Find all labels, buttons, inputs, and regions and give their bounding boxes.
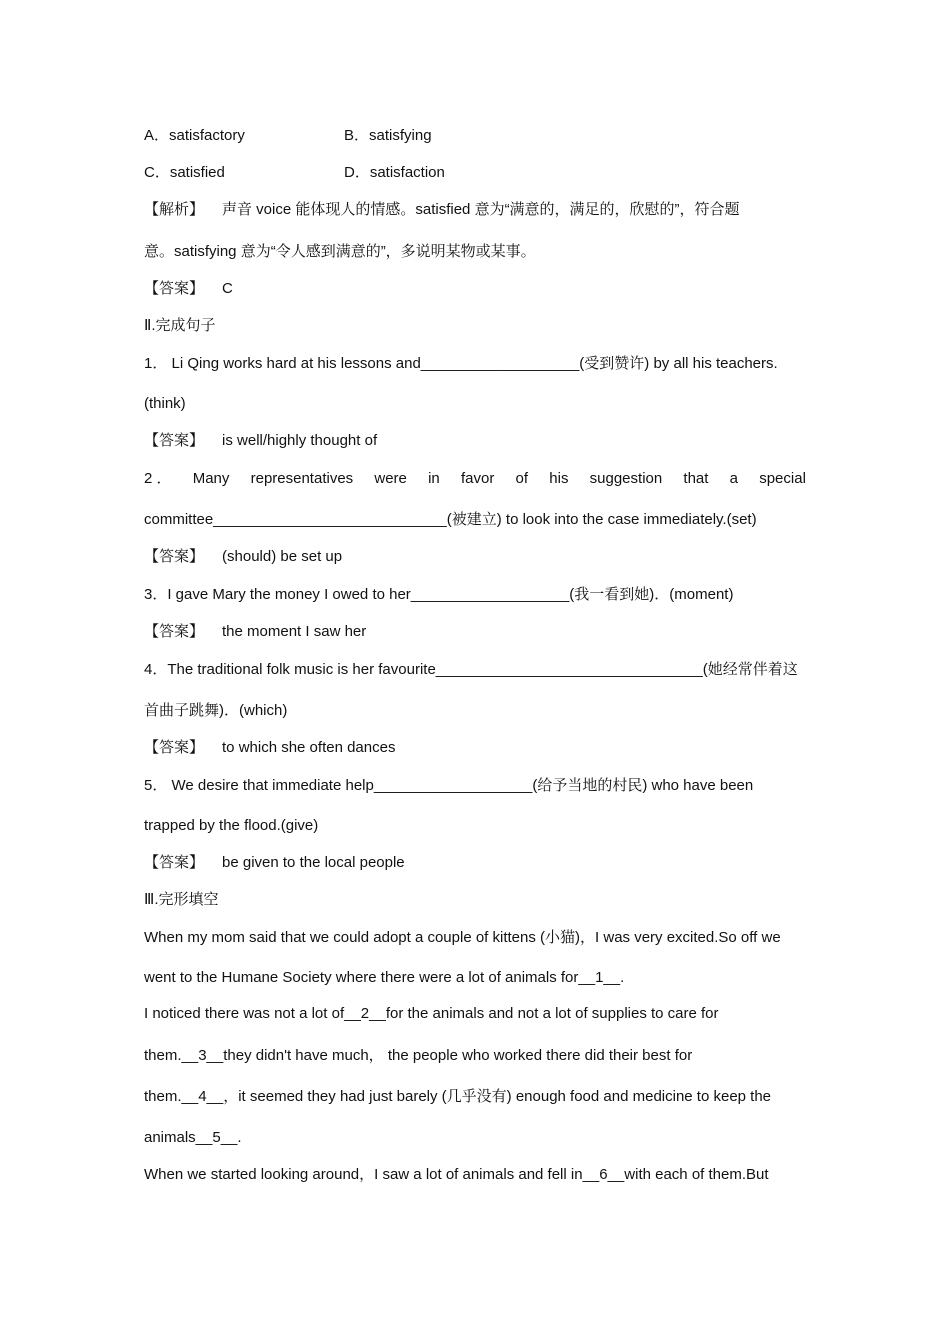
passage-p3-line-1: When we started looking around，I saw a lot of animals and fell in__6__with each of them.But bbox=[144, 1166, 769, 1183]
answer-label: 【答案】 bbox=[144, 623, 205, 640]
analysis-text-1: 声音 voice 能体现人的情感。satisfied 意为“满意的，满足的，欣慰的”，符合题 bbox=[222, 201, 740, 218]
answer-label: 【答案】 bbox=[144, 548, 205, 565]
answer-q2 bbox=[144, 547, 806, 567]
passage-p2-line-1: I noticed there was not a lot of__2__for the animals and not a lot of supplies to care for bbox=[144, 1005, 719, 1022]
analysis-line-2: 意。satisfying 意为“令人感到满意的”，多说明某物或某事。 bbox=[144, 243, 536, 260]
q1-line-2: (think) bbox=[144, 395, 186, 412]
answer-text: C bbox=[222, 280, 233, 297]
option-d: D．satisfaction bbox=[344, 164, 445, 181]
q2-word: of bbox=[515, 470, 529, 487]
answer-text: to which she often dances bbox=[222, 739, 396, 756]
analysis-label: 【解析】 bbox=[144, 201, 205, 218]
section-3-title: Ⅲ.完形填空 bbox=[144, 891, 219, 908]
answer-label: 【答案】 bbox=[144, 280, 205, 297]
analysis-line-1 bbox=[144, 200, 806, 220]
answer-text: be given to the local people bbox=[222, 854, 405, 871]
option-b: B．satisfying bbox=[344, 127, 432, 144]
passage-p2-line-3: them.__4__，it seemed they had just barely (几乎没有) enough food and medicine to keep the bbox=[144, 1088, 772, 1105]
q2-word: representatives bbox=[250, 470, 354, 487]
answer-q1 bbox=[144, 431, 806, 451]
passage-p2-line-2: them.__3__they didn't have much， the people who worked there did their best for bbox=[144, 1047, 693, 1064]
q2-word: a bbox=[729, 470, 738, 487]
answer-q0 bbox=[144, 279, 806, 299]
answer-q4 bbox=[144, 738, 806, 758]
answer-q3 bbox=[144, 622, 806, 642]
q2-word: 2 ． bbox=[144, 470, 172, 487]
passage-p1-line-1: When my mom said that we could adopt a couple of kittens (小猫)，I was very excited.So off we bbox=[144, 929, 781, 946]
q2-word: in bbox=[428, 470, 440, 487]
option-c: C．satisfied bbox=[144, 164, 225, 181]
q2-word: his bbox=[549, 470, 569, 487]
answer-label: 【答案】 bbox=[144, 854, 205, 871]
q2-word: were bbox=[374, 470, 407, 487]
q1-line-1: 1． Li Qing works hard at his lessons and___________________(受到赞许) by all his teachers. bbox=[144, 355, 778, 372]
answer-label: 【答案】 bbox=[144, 432, 205, 449]
q5-line-1: 5． We desire that immediate help___________________(给予当地的村民) who have been bbox=[144, 777, 754, 794]
q4-line-2: 首曲子跳舞)．(which) bbox=[144, 702, 288, 719]
q4-line-1: 4．The traditional folk music is her favourite________________________________(她经常伴着这 bbox=[144, 661, 798, 678]
q2-line-2: committee____________________________(被建立) to look into the case immediately.(set) bbox=[144, 511, 757, 528]
q2-line-1 bbox=[144, 469, 806, 489]
q5-line-2: trapped by the flood.(give) bbox=[144, 817, 319, 834]
answer-text: the moment I saw her bbox=[222, 623, 367, 640]
q2-word: favor bbox=[460, 470, 495, 487]
q2-word: that bbox=[683, 470, 709, 487]
option-a: A．satisfactory bbox=[144, 127, 245, 144]
answer-label: 【答案】 bbox=[144, 739, 205, 756]
passage-p1-line-2: went to the Humane Society where there were a lot of animals for__1__. bbox=[144, 969, 625, 986]
answer-q5 bbox=[144, 853, 806, 873]
section-2-title: Ⅱ.完成句子 bbox=[144, 317, 216, 334]
q2-word: special bbox=[759, 470, 806, 487]
q2-word: suggestion bbox=[589, 470, 663, 487]
answer-text: is well/highly thought of bbox=[222, 432, 378, 449]
q2-word: Many bbox=[192, 470, 230, 487]
q3-line-1: 3．I gave Mary the money I owed to her___________________(我一看到她)．(moment) bbox=[144, 586, 734, 603]
passage-p2-line-4: animals__5__. bbox=[144, 1129, 242, 1146]
answer-text: (should) be set up bbox=[222, 548, 343, 565]
